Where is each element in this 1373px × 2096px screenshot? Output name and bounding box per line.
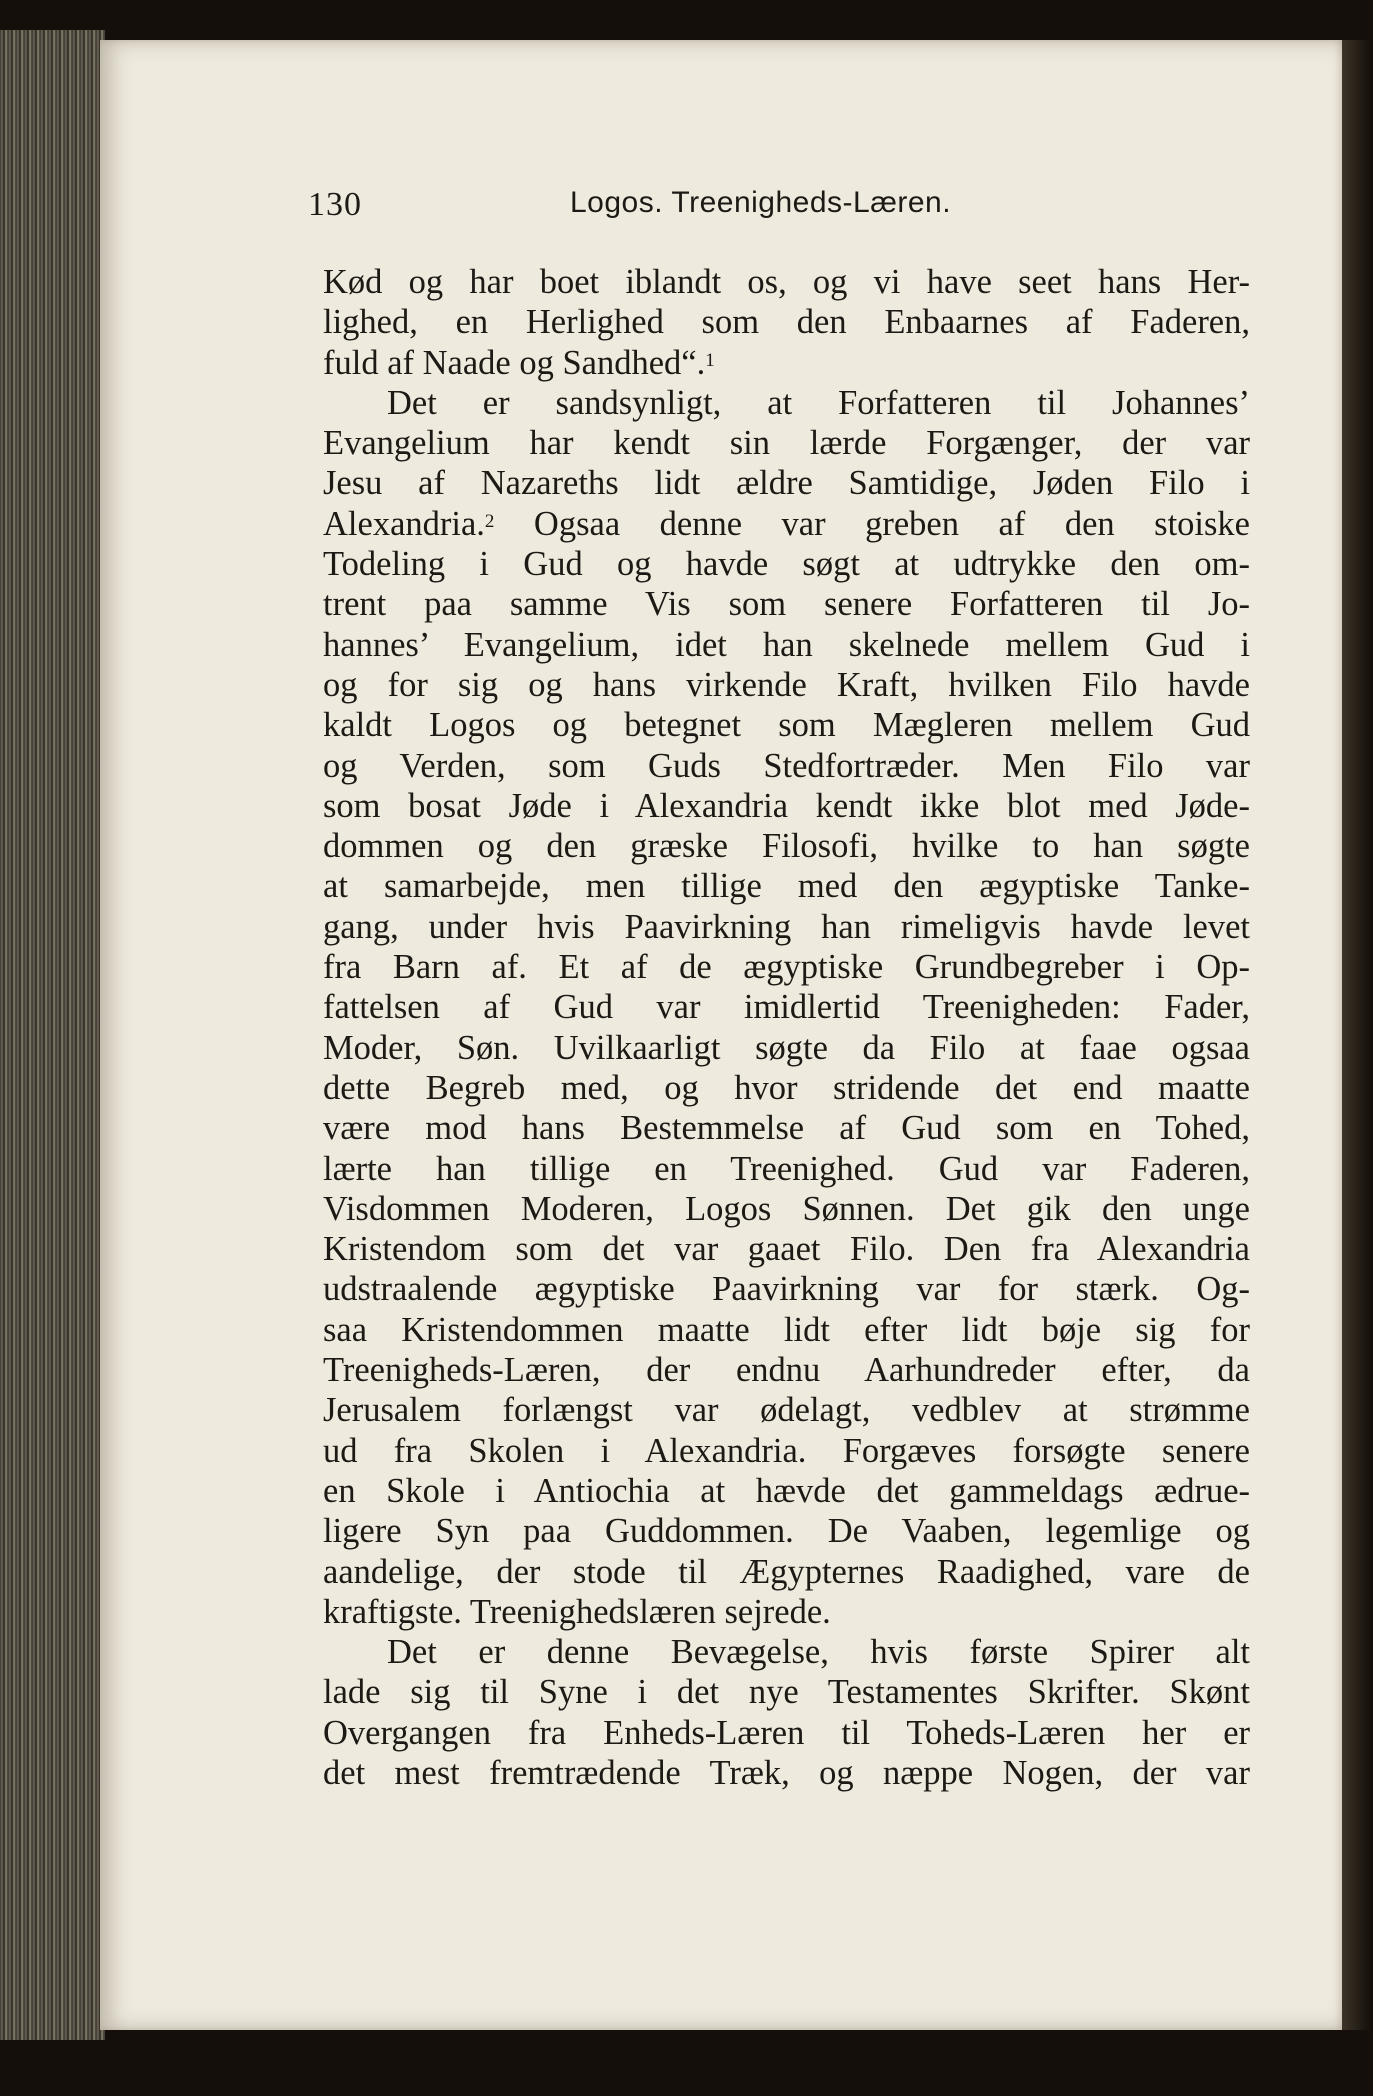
- text-line-content: fra Barn af. Et af de ægyptiske Grundbegreber i Op-: [323, 948, 1250, 987]
- text-line: [323, 1713, 1250, 1753]
- text-line: [323, 1149, 1250, 1189]
- page-edge-stack: [0, 30, 105, 2040]
- text-line: [323, 1350, 1250, 1390]
- text-line-content: Alexandria.: [323, 504, 485, 543]
- text-line: [323, 302, 1250, 342]
- text-line-content: være mod hans Bestemmelse af Gud som en Tohed,: [323, 1109, 1250, 1148]
- text-line: [323, 1632, 1250, 1672]
- text-line-content: hannes’ Evangelium, idet han skelnede mellem Gud i: [323, 625, 1250, 664]
- text-line: [323, 746, 1250, 786]
- footnote-marker: 1: [705, 349, 715, 371]
- text-line: [323, 786, 1250, 826]
- text-line-content: Evangelium har kendt sin lærde Forgænger, der var: [323, 424, 1250, 463]
- text-line-content: det mest fremtrædende Træk, og næppe Nogen, der var: [323, 1753, 1250, 1792]
- text-line: [323, 947, 1250, 987]
- text-line-content: udstraalende ægyptiske Paavirkning var for stærk. Og-: [323, 1270, 1250, 1309]
- text-line: [323, 1108, 1250, 1148]
- text-line-content: aandelige, der stode til Ægypternes Raadighed, vare de: [323, 1552, 1250, 1591]
- text-line-content: Jerusalem forlængst var ødelagt, vedblev at strømme: [323, 1391, 1250, 1430]
- text-line-content: kaldt Logos og betegnet som Mægleren mellem Gud: [323, 706, 1250, 745]
- text-line: [323, 343, 1250, 383]
- text-line-content: lade sig til Syne i det nye Testamentes Skrifter. Skønt: [323, 1673, 1250, 1712]
- text-line: [323, 1552, 1250, 1592]
- text-line: [323, 544, 1250, 584]
- text-line-content: trent paa samme Vis som senere Forfatteren til Jo-: [323, 585, 1250, 624]
- footnote-marker: 2: [484, 510, 495, 532]
- text-line: [323, 423, 1250, 463]
- text-line-content: saa Kristendommen maatte lidt efter lidt bøje sig for: [323, 1310, 1250, 1349]
- text-line: [323, 383, 1250, 423]
- text-line: [323, 1511, 1250, 1551]
- text-line-content: dommen og den græske Filosofi, hvilke to han søgte: [323, 827, 1250, 866]
- text-line: [323, 1672, 1250, 1712]
- text-line-content: og for sig og hans virkende Kraft, hvilken Filo havde: [323, 665, 1250, 704]
- text-line-content: ud fra Skolen i Alexandria. Forgæves forsøgte senere: [323, 1431, 1250, 1470]
- text-line: [323, 1753, 1250, 1793]
- text-line: [323, 1028, 1250, 1068]
- text-line-content: Todeling i Gud og havde søgt at udtrykke den om-: [323, 545, 1250, 584]
- text-line: [323, 907, 1250, 947]
- text-line: [323, 504, 1250, 544]
- running-title: Logos. Treenigheds-Læren.: [570, 186, 952, 219]
- text-line-content: Moder, Søn. Uvilkaarligt søgte da Filo at faae ogsaa: [323, 1028, 1250, 1067]
- text-line-content: Det er denne Bevægelse, hvis første Spirer alt: [387, 1633, 1250, 1672]
- text-line: [323, 1068, 1250, 1108]
- text-line: [323, 1431, 1250, 1471]
- text-line-content: lærte han tillige en Treenighed. Gud var Faderen,: [323, 1149, 1250, 1188]
- text-line-content: som bosat Jøde i Alexandria kendt ikke blot med Jøde-: [323, 786, 1250, 825]
- text-line: [323, 1269, 1250, 1309]
- text-line: [323, 625, 1250, 665]
- text-line-continuation: Ogsaa denne var greben af den stoiske: [494, 504, 1250, 543]
- text-line: [323, 866, 1250, 906]
- text-line: [323, 1390, 1250, 1430]
- text-line-content: Overgangen fra Enheds-Læren til Toheds-Læren her er: [323, 1713, 1250, 1752]
- text-line-content: Jesu af Nazareths lidt ældre Samtidige, Jøden Filo i: [323, 464, 1250, 503]
- text-line: [323, 1229, 1250, 1269]
- text-line: [323, 705, 1250, 745]
- text-line-content: ligere Syn paa Guddommen. De Vaaben, legemlige og: [323, 1512, 1250, 1551]
- text-line-content: gang, under hvis Paavirkning han rimeligvis havde levet: [323, 907, 1250, 946]
- text-line-content: en Skole i Antiochia at hævde det gammeldags ædrue-: [323, 1471, 1250, 1510]
- text-line: [323, 1310, 1250, 1350]
- text-line-content: kraftigste. Treenighedslæren sejrede.: [323, 1592, 831, 1631]
- text-line: [323, 1471, 1250, 1511]
- page-number: 130: [308, 186, 362, 223]
- text-line-content: fuld af Naade og Sandhed“.: [323, 343, 706, 382]
- text-line-content: Kristendom som det var gaaet Filo. Den fra Alexandria: [323, 1230, 1250, 1269]
- text-line: [323, 665, 1250, 705]
- text-line-content: Det er sandsynligt, at Forfatteren til Johannes’: [387, 383, 1250, 422]
- text-line: [323, 1592, 1250, 1632]
- text-line: [323, 463, 1250, 503]
- text-line-content: dette Begreb med, og hvor stridende det end maatte: [323, 1068, 1250, 1107]
- text-line-content: at samarbejde, men tillige med den ægyptiske Tanke-: [323, 867, 1250, 906]
- binding-gutter: [1342, 40, 1373, 2030]
- text-line: [323, 1189, 1250, 1229]
- text-line-content: Visdommen Moderen, Logos Sønnen. Det gik den unge: [323, 1189, 1250, 1228]
- text-line: [323, 262, 1250, 302]
- text-line: [323, 584, 1250, 624]
- text-line-content: Kød og har boet iblandt os, og vi have seet hans Her-: [323, 263, 1250, 301]
- text-line-content: og Verden, som Guds Stedfortræder. Men Filo var: [323, 746, 1250, 785]
- text-line-content: fattelsen af Gud var imidlertid Treenigheden: Fader,: [323, 988, 1250, 1027]
- text-line-content: Treenigheds-Læren, der endnu Aarhundreder efter, da: [323, 1351, 1250, 1390]
- body-text: [323, 262, 1250, 1793]
- text-line-content: lighed, en Herlighed som den Enbaarnes af Faderen,: [323, 303, 1250, 342]
- page-header: [308, 186, 1248, 236]
- text-line: [323, 826, 1250, 866]
- text-line: [323, 987, 1250, 1027]
